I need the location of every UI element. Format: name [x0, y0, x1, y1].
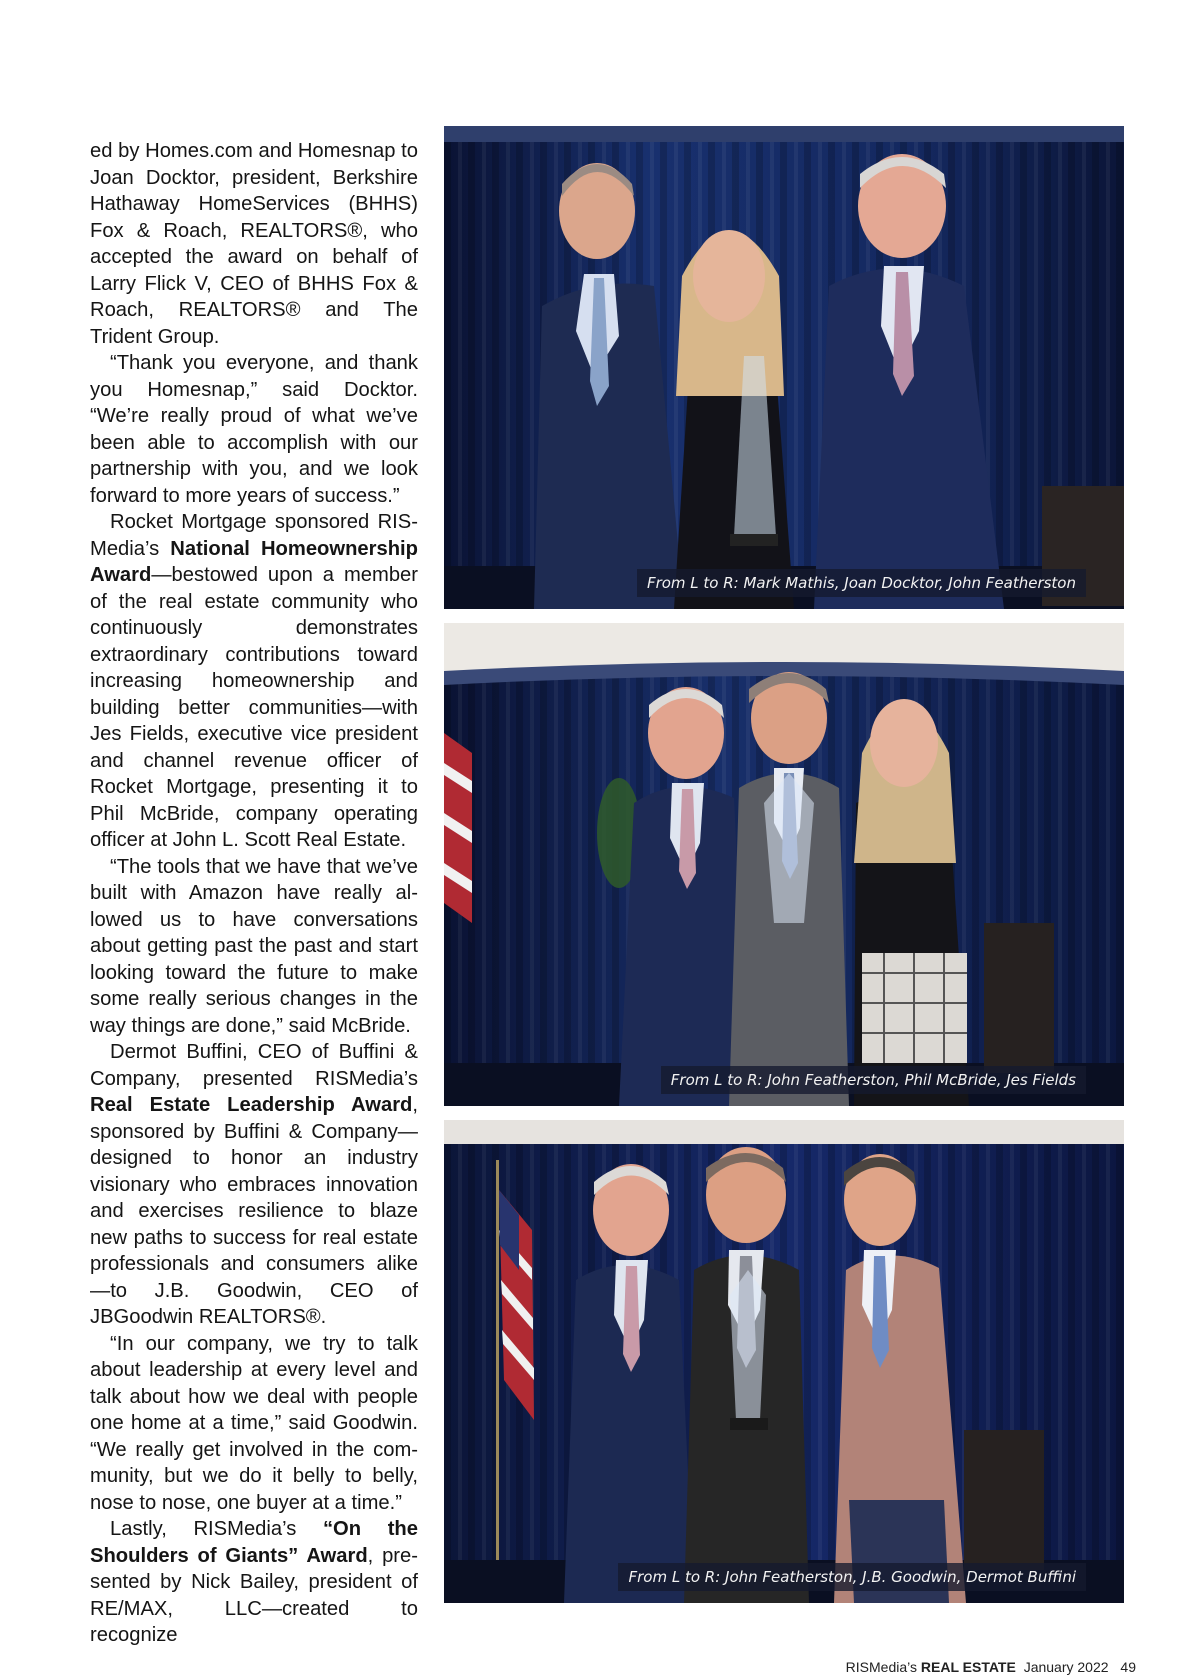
photo-caption: From L to R: John Featherston, J.B. Goodwin, Dermot Buffini	[618, 1563, 1086, 1591]
award-name: Real Estate Leadership Award	[90, 1094, 413, 1116]
text-run: “In our company, we try to talk about leadership at every level and talk about how we deal with people one home at a time,” said Goodwin. “We really get involved in the community, but we do it belly to belly, nose to nose, one buyer at a time.”	[90, 1332, 418, 1514]
text-run: —bestowed upon a member of the real estate community who continuously demonstrates extraordinary contributions toward increasing homeownership and building better communities—with Jes Fields, executive vice president and channel revenue officer of Rocket Mortgage, presenting it to Phil McBride, company operating officer at John L. Scott Real Estate.	[90, 564, 418, 851]
photo-image	[444, 126, 1124, 609]
text-run: Lastly, RISMedia’s	[110, 1518, 323, 1540]
award-name: National Homeownership Award	[90, 537, 418, 586]
text-run: , sponsored by Buffini & Company—designed to honor an industry visionary who embraces innovation and exercises resilience to blaze new paths to success for real estate professionals and consumers alike—to J.B. Goodwin, CEO of JBGoodwin REALTORS®.	[90, 1094, 418, 1328]
footer-issue-date: January 2022	[1023, 1659, 1109, 1675]
article-paragraph	[90, 854, 418, 1040]
article-paragraph	[90, 1516, 418, 1649]
article-paragraph	[90, 138, 418, 350]
photo-award-goodwin	[444, 1120, 1124, 1603]
footer-magazine-prefix: RISMedia’s	[845, 1659, 921, 1675]
photo-caption: From L to R: John Featherston, Phil McBride, Jes Fields	[661, 1066, 1086, 1094]
article-paragraph	[90, 509, 418, 854]
award-name: “On the Shoulders of Giants” Award	[90, 1518, 418, 1567]
photo-caption: From L to R: Mark Mathis, Joan Docktor, John Featherston	[637, 569, 1086, 597]
page-number: 49	[1120, 1659, 1136, 1675]
article-text-column	[90, 138, 418, 1649]
text-run: ed by Homes.com and Homesnap to Joan Docktor, president, Berkshire Hathaway HomeServices (BHHS) Fox & Roach, REALTORS®, who accepted the award on behalf of Larry Flick V, CEO of BHHS Fox & Roach, REALTORS® and The Trident Group.	[90, 140, 418, 348]
footer-magazine	[846, 1659, 1016, 1675]
article-paragraph	[90, 350, 418, 509]
photo-image	[444, 623, 1124, 1106]
photo-award-docktor	[444, 126, 1124, 609]
text-run: “Thank you everyone, and thank you Homesnap,” said Docktor. “We’re really proud of what we’ve been able to accomplish with our partnership with you, and we look forward to more years of success.”	[90, 352, 418, 507]
text-run: Rocket Mortgage sponsored RISMedia’s	[90, 511, 418, 560]
text-run: “The tools that we have that we’ve built with Amazon have really allowed us to have conversations about getting past the past and start looking toward the future to make some really serious changes in the way things are done,” said McBride.	[90, 855, 418, 1037]
page-footer	[842, 1658, 1136, 1676]
article-paragraph	[90, 1331, 418, 1517]
text-run: Dermot Buffini, CEO of Buffini & Company, presented RISMedia’s	[90, 1041, 418, 1090]
article-paragraph	[90, 1039, 418, 1331]
text-run: , presented by Nick Bailey, president of RE/MAX, LLC—created to recognize	[90, 1544, 418, 1646]
footer-magazine-name: REAL ESTATE	[920, 1659, 1016, 1675]
photo-image	[444, 1120, 1124, 1603]
photo-award-mcbride	[444, 623, 1124, 1106]
